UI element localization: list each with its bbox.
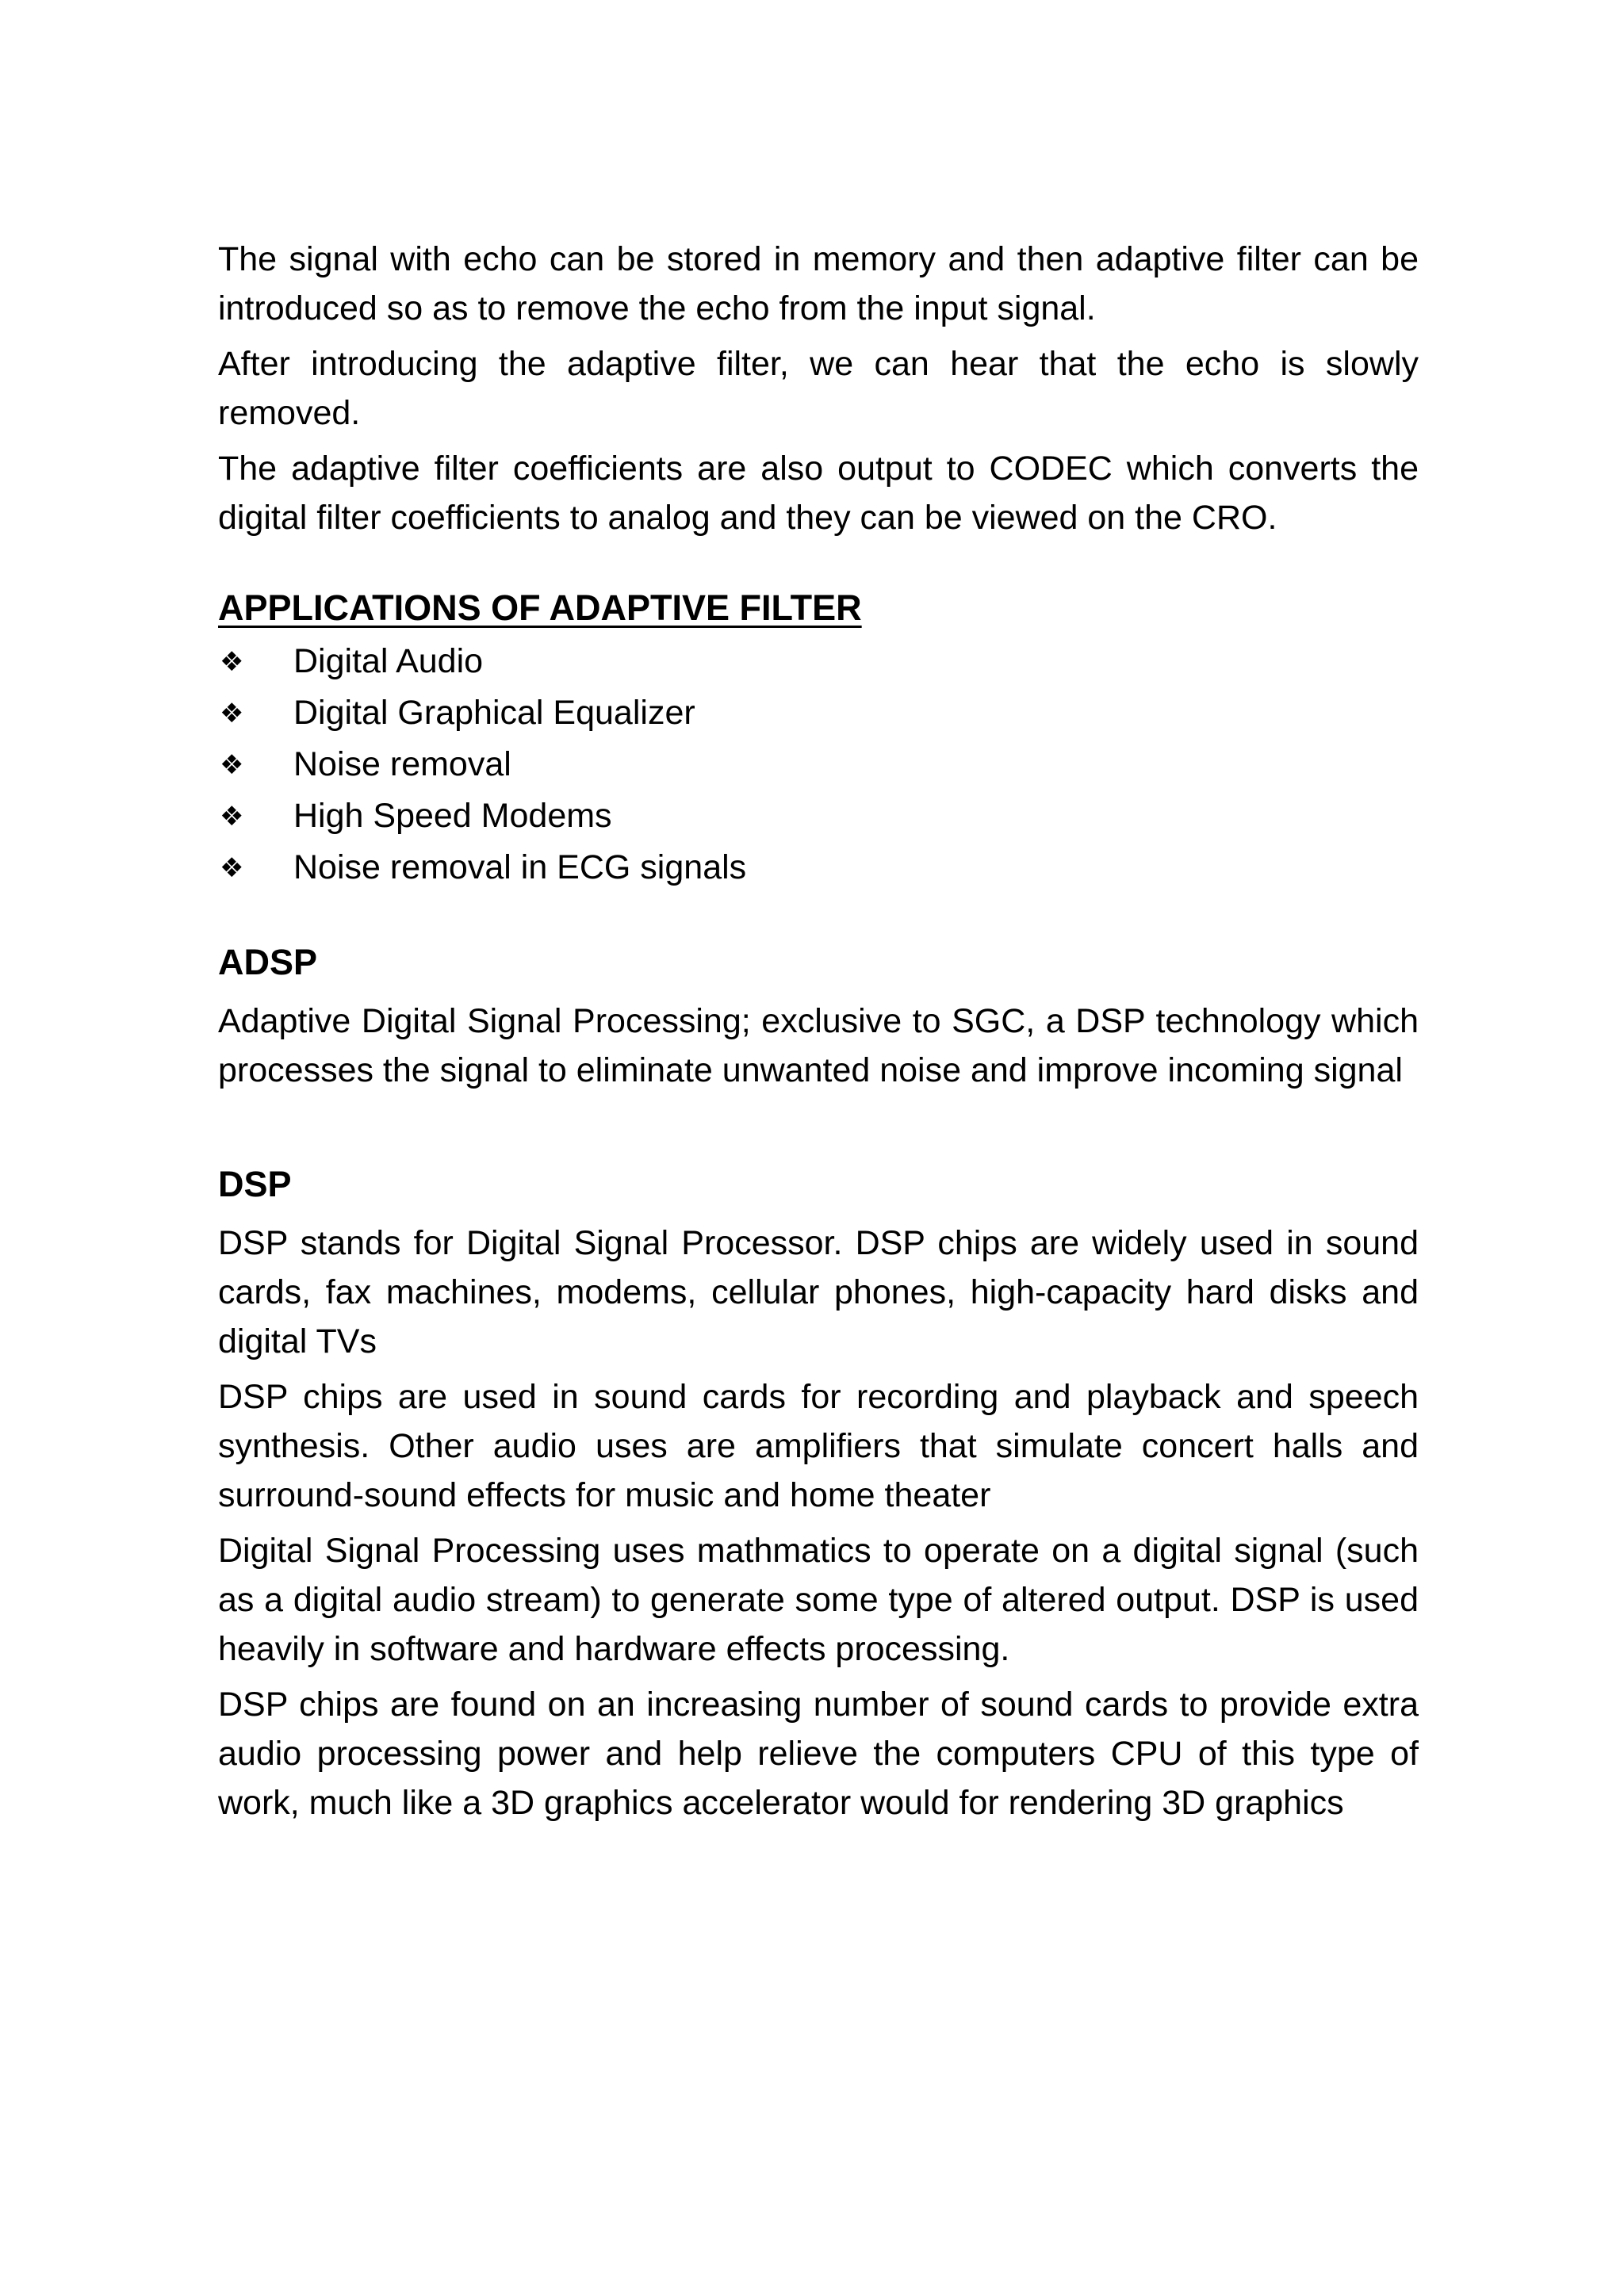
list-item-label: Noise removal in ECG signals (293, 848, 747, 886)
list-item (218, 739, 1419, 790)
applications-section (218, 584, 1419, 894)
list-item-label: Digital Audio (293, 642, 484, 680)
list-item (218, 636, 1419, 687)
dsp-heading: DSP (218, 1164, 292, 1204)
adsp-section (218, 938, 1419, 1095)
list-item-label: Noise removal (293, 745, 511, 783)
adsp-paragraph-1: Adaptive Digital Signal Processing; exclusive to SGC, a DSP technology which processes the signal to eliminate unwanted noise and improve incoming signal (218, 1002, 1419, 1089)
list-item (218, 687, 1419, 739)
list-item (218, 842, 1419, 894)
dsp-section (218, 1160, 1419, 1827)
four-diamond-bullet-icon: ❖ (220, 698, 244, 729)
dsp-paragraph-3: Digital Signal Processing uses mathmatics to operate on a digital signal (such as a digital audio stream) to generate some type of altered output. DSP is used heavily in software and hardware effects processing. (218, 1532, 1419, 1668)
applications-heading: APPLICATIONS OF ADAPTIVE FILTER (218, 587, 862, 628)
dsp-paragraph-4: DSP chips are found on an increasing number of sound cards to provide extra audio processing power and help relieve the computers CPU of this type of work, much like a 3D graphics accelerator would for rendering 3D graphics (218, 1686, 1419, 1822)
dsp-paragraph-2: DSP chips are used in sound cards for recording and playback and speech synthesis. Other audio uses are amplifiers that simulate concert halls and surround-sound effects for music and home theater (218, 1378, 1419, 1514)
list-item-label: Digital Graphical Equalizer (293, 694, 695, 732)
four-diamond-bullet-icon: ❖ (220, 852, 244, 883)
intro-paragraph-1: The signal with echo can be stored in memory and then adaptive filter can be introduced so as to remove the echo from the input signal. (218, 240, 1419, 327)
list-item (218, 790, 1419, 842)
list-item-label: High Speed Modems (293, 797, 612, 835)
intro-section (218, 235, 1419, 542)
intro-paragraph-3: The adaptive filter coefficients are also output to CODEC which converts the digital filter coefficients to analog and they can be viewed on the CRO. (218, 450, 1419, 537)
document-page (218, 235, 1419, 1827)
four-diamond-bullet-icon: ❖ (220, 646, 244, 677)
four-diamond-bullet-icon: ❖ (220, 801, 244, 832)
four-diamond-bullet-icon: ❖ (220, 749, 244, 780)
adsp-heading: ADSP (218, 942, 318, 982)
applications-list (218, 636, 1419, 894)
intro-paragraph-2: After introducing the adaptive filter, we can hear that the echo is slowly removed. (218, 345, 1419, 432)
dsp-paragraph-1: DSP stands for Digital Signal Processor. DSP chips are widely used in sound cards, fax machines, modems, cellular phones, high-capacity hard disks and digital TVs (218, 1224, 1419, 1360)
